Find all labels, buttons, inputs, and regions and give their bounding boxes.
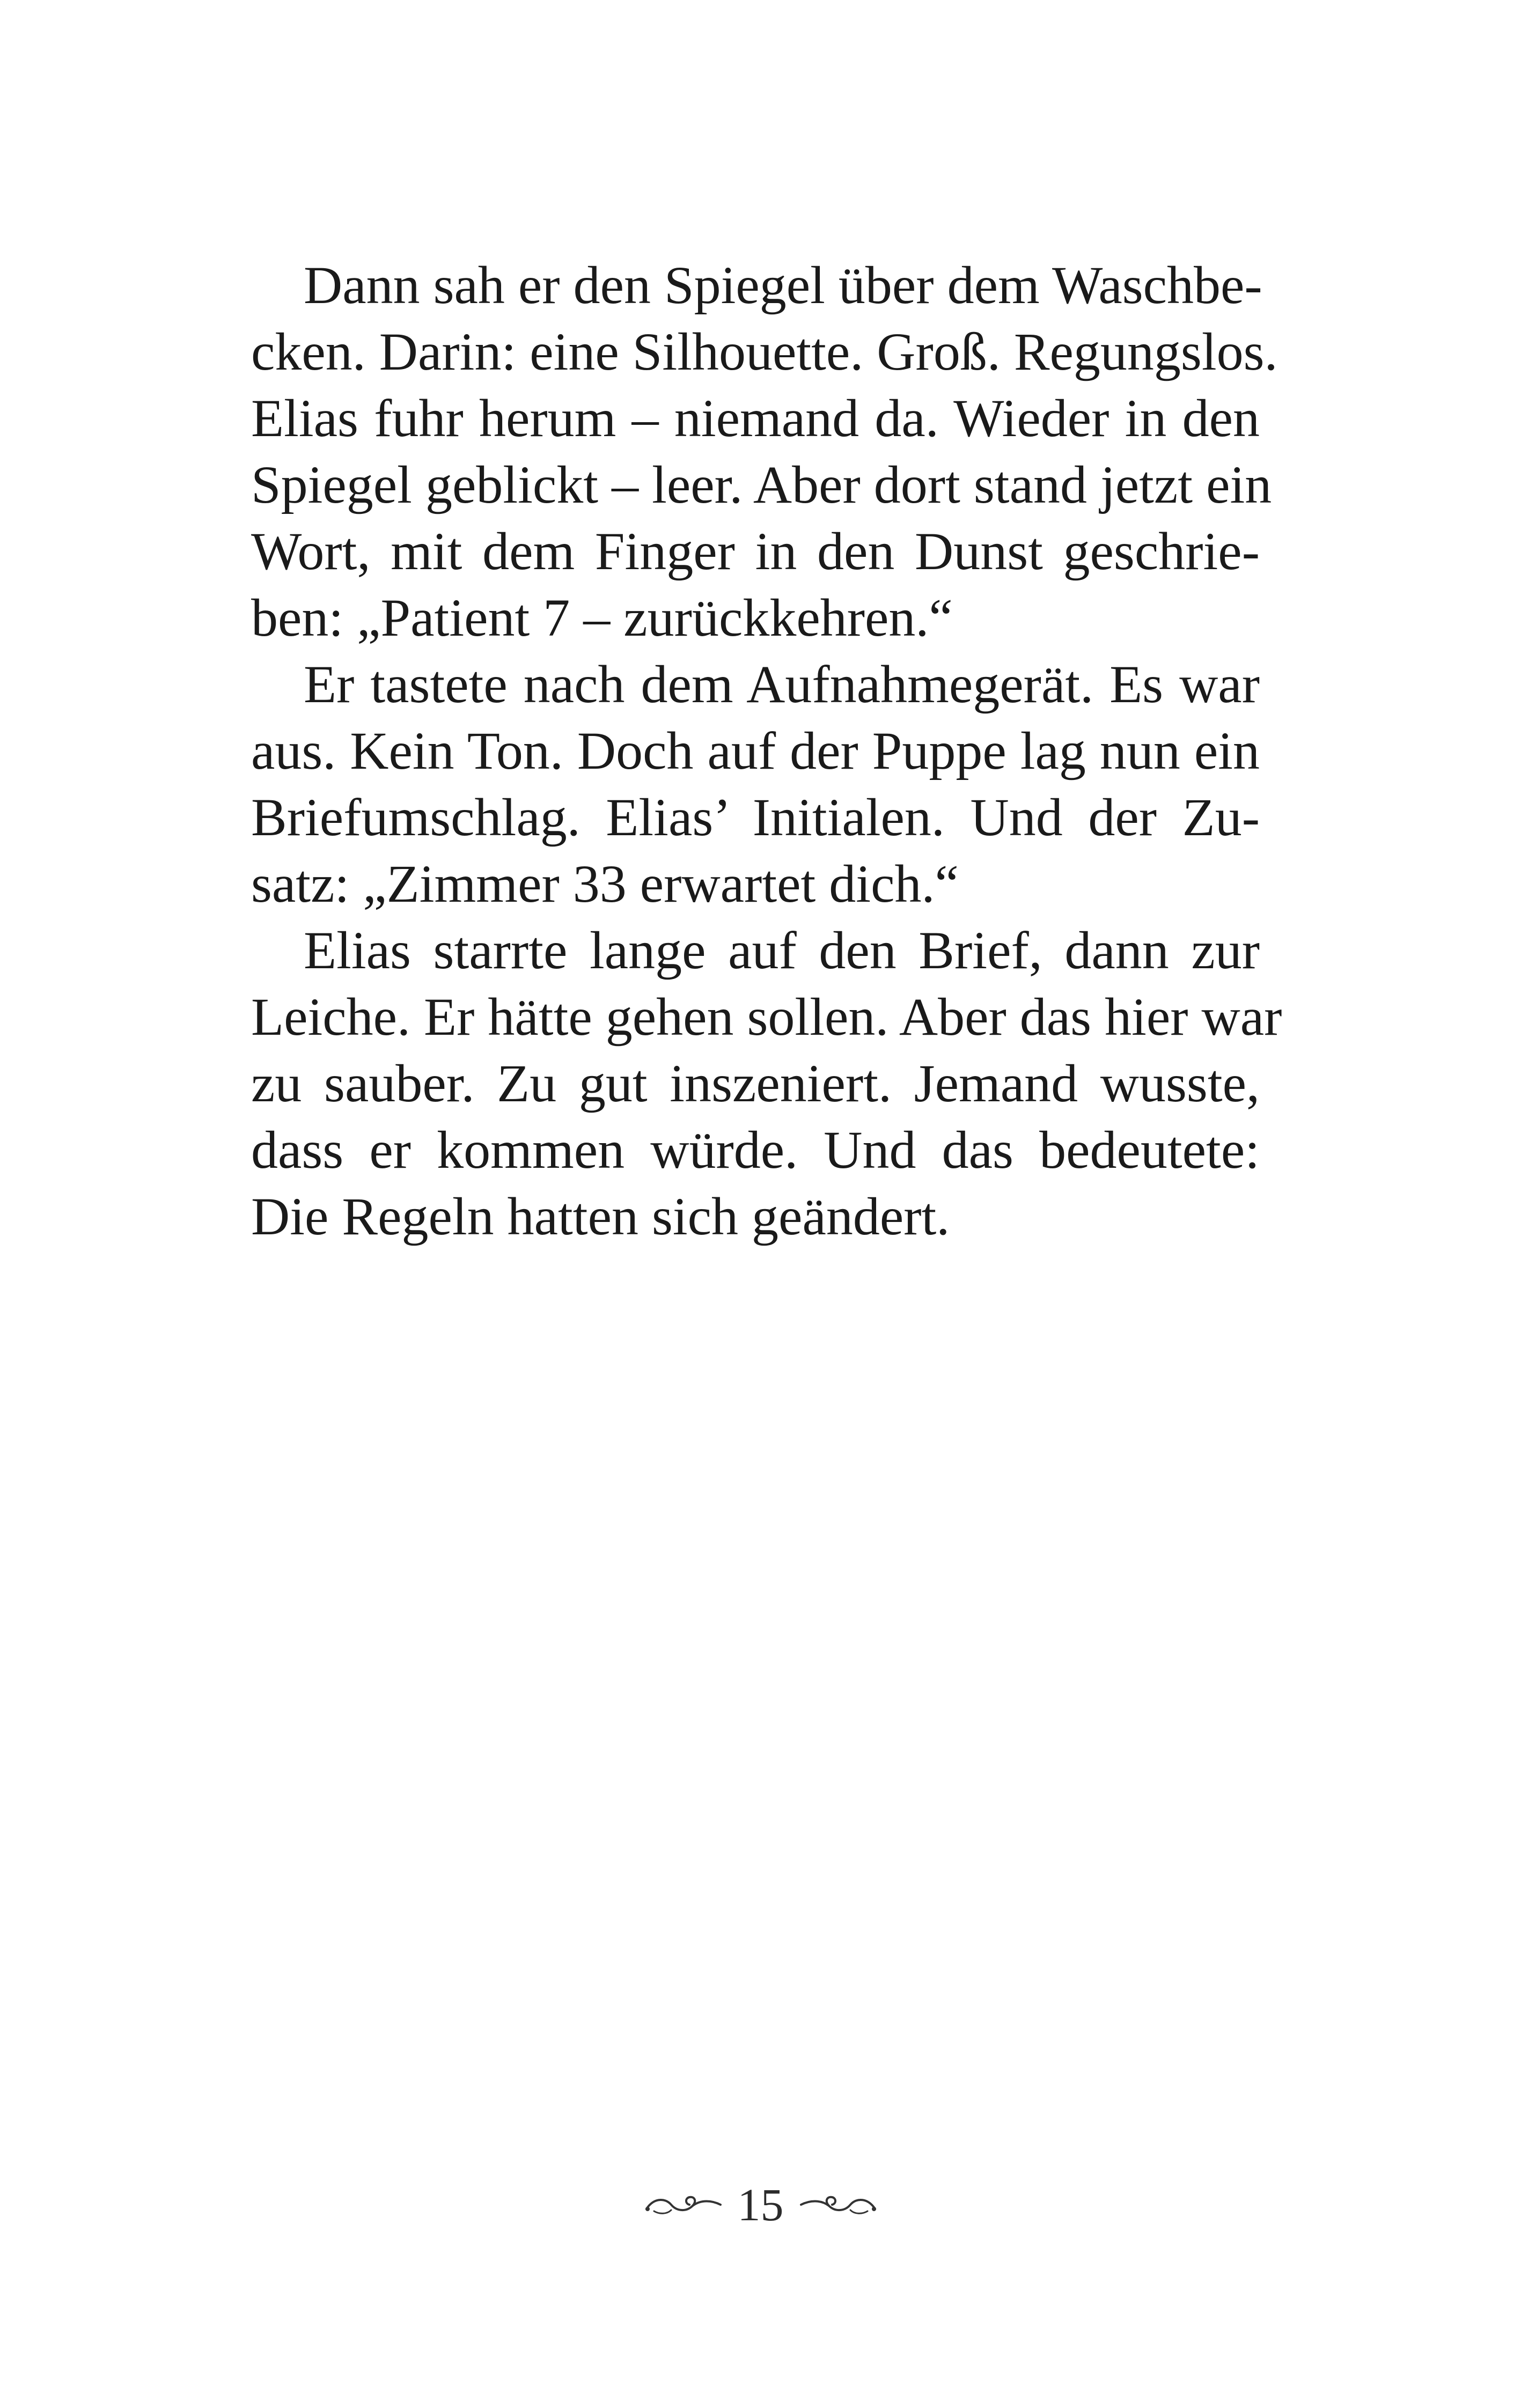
paragraph-1: [251, 252, 1278, 651]
page-footer: [0, 2173, 1521, 2237]
text-line: Elias starrte lange auf den Brief, dann zur: [304, 921, 1260, 980]
body-text: [251, 252, 1282, 1250]
text-line: ben: „Patient 7 – zurückkehren.“: [251, 588, 953, 647]
text-line: Er tastete nach dem Aufnahmegerät. Es war: [304, 654, 1260, 714]
flourish-ornament-icon: [643, 2189, 724, 2221]
paragraph-2: [251, 651, 1260, 917]
text-line: Die Regeln hatten sich geändert.: [251, 1187, 950, 1246]
flourish-ornament-icon: [798, 2189, 878, 2221]
text-line: Dann sah er den Spiegel über dem Waschbe-: [304, 255, 1262, 315]
text-line: Leiche. Er hätte gehen sollen. Aber das hier war: [251, 987, 1282, 1047]
text-line: cken. Darin: eine Silhouette. Groß. Regungslos.: [251, 322, 1278, 381]
paragraph-3: [251, 917, 1282, 1250]
text-line: Elias fuhr herum – niemand da. Wieder in den: [251, 388, 1260, 448]
text-line: dass er kommen würde. Und das bedeutete:: [251, 1120, 1260, 1180]
text-line: Wort, mit dem Finger in den Dunst geschrie-: [251, 521, 1260, 581]
page-number: 15: [737, 2179, 784, 2230]
text-line: Briefumschlag. Elias’ Initialen. Und der Zu-: [251, 787, 1260, 847]
text-line: zu sauber. Zu gut inszeniert. Jemand wusste,: [251, 1054, 1260, 1113]
text-line: Spiegel geblickt – leer. Aber dort stand jetzt ein: [251, 455, 1272, 514]
text-line: aus. Kein Ton. Doch auf der Puppe lag nun ein: [251, 721, 1260, 780]
text-line: satz: „Zimmer 33 erwartet dich.“: [251, 854, 959, 914]
